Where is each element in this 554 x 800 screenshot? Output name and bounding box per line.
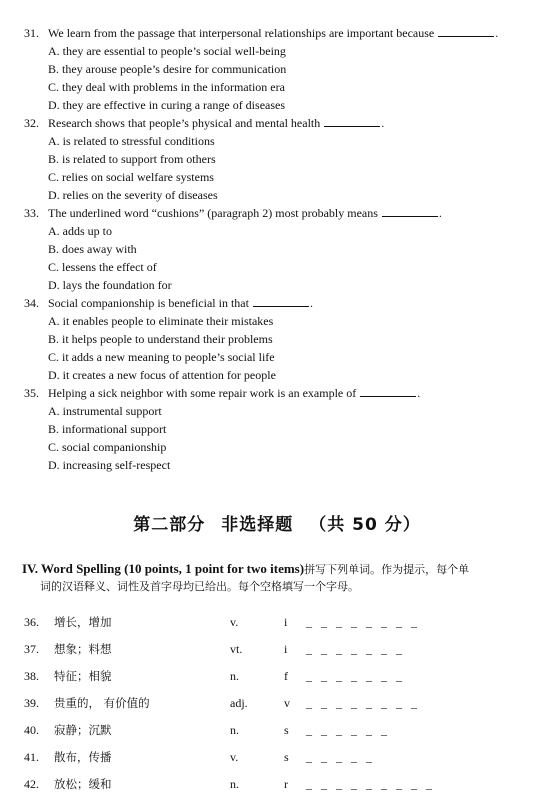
word-item-38 <box>24 666 544 686</box>
item-number: 40. <box>24 723 39 737</box>
letter-blanks[interactable]: _ _ _ _ _ _ _ <box>306 669 405 683</box>
chinese-meaning: 贵重的， 有价值的 <box>54 696 150 710</box>
instructions-heading: IV. Word Spelling (10 points, 1 point for two items) <box>22 561 305 576</box>
question-number: 31. <box>24 26 39 40</box>
answer-blank <box>360 385 416 397</box>
letter-blanks[interactable]: _ _ _ _ _ <box>306 750 375 764</box>
option-c: C. lessens the effect of <box>48 260 157 274</box>
section-heading <box>0 510 554 535</box>
option-b: B. is related to support from others <box>48 152 216 166</box>
question-33 <box>24 204 544 294</box>
part-of-speech: adj. <box>230 696 248 710</box>
instructions-line1: 拼写下列单词。作为提示，每个单 <box>304 563 470 576</box>
part-of-speech: n. <box>230 723 239 737</box>
answer-blank <box>438 25 494 37</box>
answer-blank <box>324 115 380 127</box>
word-spelling-instructions <box>22 560 547 595</box>
stem-suffix: . <box>309 296 313 310</box>
question-number: 34. <box>24 296 39 310</box>
section-part: 第二部分 <box>133 515 206 535</box>
word-item-37 <box>24 639 544 659</box>
part-of-speech: n. <box>230 777 239 791</box>
instructions-line2: 词的汉语释义、词性及首字母均已给出。每个空格填写一个字母。 <box>40 580 359 593</box>
option-d: D. they are effective in curing a range of diseases <box>48 98 286 112</box>
answer-blank <box>253 295 309 307</box>
stem-suffix: . <box>495 26 499 40</box>
option-b: B. it helps people to understand their problems <box>48 332 273 346</box>
initial-letter: v <box>284 696 290 710</box>
chinese-meaning: 特征；相貌 <box>54 669 112 683</box>
letter-blanks[interactable]: _ _ _ _ _ _ <box>306 723 390 737</box>
question-31 <box>24 24 544 114</box>
option-b: B. does away with <box>48 242 137 256</box>
item-number: 41. <box>24 750 39 764</box>
option-a: A. instrumental support <box>48 404 162 418</box>
item-number: 42. <box>24 777 39 791</box>
word-item-41 <box>24 747 544 767</box>
section-title: 非选择题 <box>221 515 294 535</box>
initial-letter: i <box>284 642 288 656</box>
question-34 <box>24 294 544 384</box>
stem-suffix: . <box>438 206 442 220</box>
question-stem: The underlined word “cushions” (paragraph 2) most probably means <box>48 206 378 220</box>
word-item-42 <box>24 774 544 794</box>
stem-suffix: . <box>381 116 385 130</box>
part-of-speech: v. <box>230 615 239 629</box>
question-stem: We learn from the passage that interpersonal relationships are important because <box>48 26 435 40</box>
question-stem: Helping a sick neighbor with some repair work is an example of <box>48 386 357 400</box>
option-c: C. they deal with problems in the information era <box>48 80 285 94</box>
chinese-meaning: 寂静；沉默 <box>54 723 112 737</box>
item-number: 37. <box>24 642 39 656</box>
initial-letter: r <box>284 777 288 791</box>
word-item-40 <box>24 720 544 740</box>
option-a: A. they are essential to people’s social well-being <box>48 44 286 58</box>
option-d: D. lays the foundation for <box>48 278 172 292</box>
question-stem: Social companionship is beneficial in that <box>48 296 249 310</box>
letter-blanks[interactable]: _ _ _ _ _ _ _ _ <box>306 696 420 710</box>
option-c: C. relies on social welfare systems <box>48 170 214 184</box>
part-of-speech: v. <box>230 750 239 764</box>
chinese-meaning: 散布，传播 <box>54 750 112 764</box>
question-number: 35. <box>24 386 39 400</box>
question-number: 33. <box>24 206 39 220</box>
letter-blanks[interactable]: _ _ _ _ _ _ _ <box>306 642 405 656</box>
stem-suffix: . <box>417 386 421 400</box>
chinese-meaning: 放松；缓和 <box>54 777 112 791</box>
chinese-meaning: 增长，增加 <box>54 615 112 629</box>
item-number: 36. <box>24 615 39 629</box>
word-item-39 <box>24 693 544 713</box>
option-d: D. increasing self-respect <box>48 458 171 472</box>
option-a: A. adds up to <box>48 224 112 238</box>
option-c: C. social companionship <box>48 440 167 454</box>
part-of-speech: n. <box>230 669 239 683</box>
option-d: D. it creates a new focus of attention for people <box>48 368 276 382</box>
question-35 <box>24 384 544 474</box>
letter-blanks[interactable]: _ _ _ _ _ _ _ _ _ <box>306 777 435 791</box>
item-number: 38. <box>24 669 39 683</box>
part-of-speech: vt. <box>230 642 243 656</box>
initial-letter: i <box>284 615 288 629</box>
question-stem: Research shows that people’s physical and mental health <box>48 116 321 130</box>
question-number: 32. <box>24 116 39 130</box>
option-d: D. relies on the severity of diseases <box>48 188 218 202</box>
answer-blank <box>382 205 438 217</box>
question-32 <box>24 114 544 204</box>
initial-letter: s <box>284 723 289 737</box>
item-number: 39. <box>24 696 39 710</box>
chinese-meaning: 想象；料想 <box>54 642 112 656</box>
word-item-36 <box>24 612 544 632</box>
option-a: A. is related to stressful conditions <box>48 134 215 148</box>
letter-blanks[interactable]: _ _ _ _ _ _ _ _ <box>306 615 420 629</box>
initial-letter: s <box>284 750 289 764</box>
option-a: A. it enables people to eliminate their mistakes <box>48 314 274 328</box>
initial-letter: f <box>284 669 288 683</box>
option-b: B. they arouse people’s desire for communication <box>48 62 287 76</box>
option-c: C. it adds a new meaning to people’s social life <box>48 350 275 364</box>
option-b: B. informational support <box>48 422 167 436</box>
section-score: （共 50 分） <box>309 515 421 535</box>
